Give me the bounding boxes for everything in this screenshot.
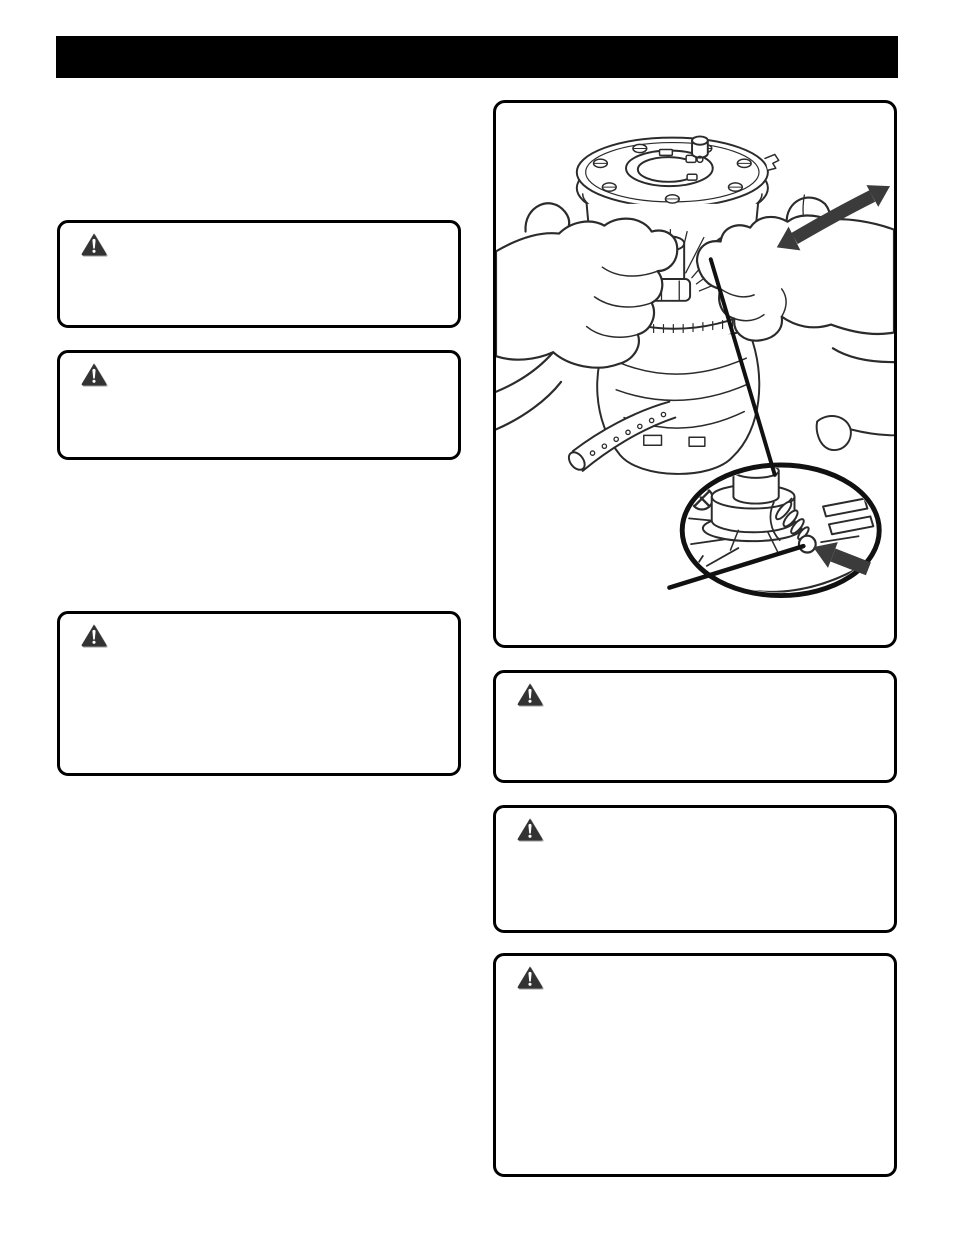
- warning-box-right-2: [493, 805, 897, 933]
- warning-box-left-2: [57, 350, 461, 460]
- warning-triangle-icon: [80, 232, 108, 257]
- detail-inset: [682, 464, 879, 617]
- warning-box-right-1: [493, 670, 897, 783]
- warning-box-left-3: [57, 611, 461, 776]
- figure-box: [493, 100, 897, 648]
- warning-triangle-icon: [516, 817, 544, 842]
- section-header-bar: [56, 36, 898, 78]
- warning-triangle-icon: [80, 362, 108, 387]
- adjustment-pin: [799, 536, 816, 553]
- warning-triangle-icon: [516, 682, 544, 707]
- router-illustration: [496, 103, 894, 645]
- warning-triangle-icon: [516, 965, 544, 990]
- warning-box-right-3: [493, 953, 897, 1177]
- warning-box-left-1: [57, 220, 461, 328]
- warning-triangle-icon: [80, 623, 108, 648]
